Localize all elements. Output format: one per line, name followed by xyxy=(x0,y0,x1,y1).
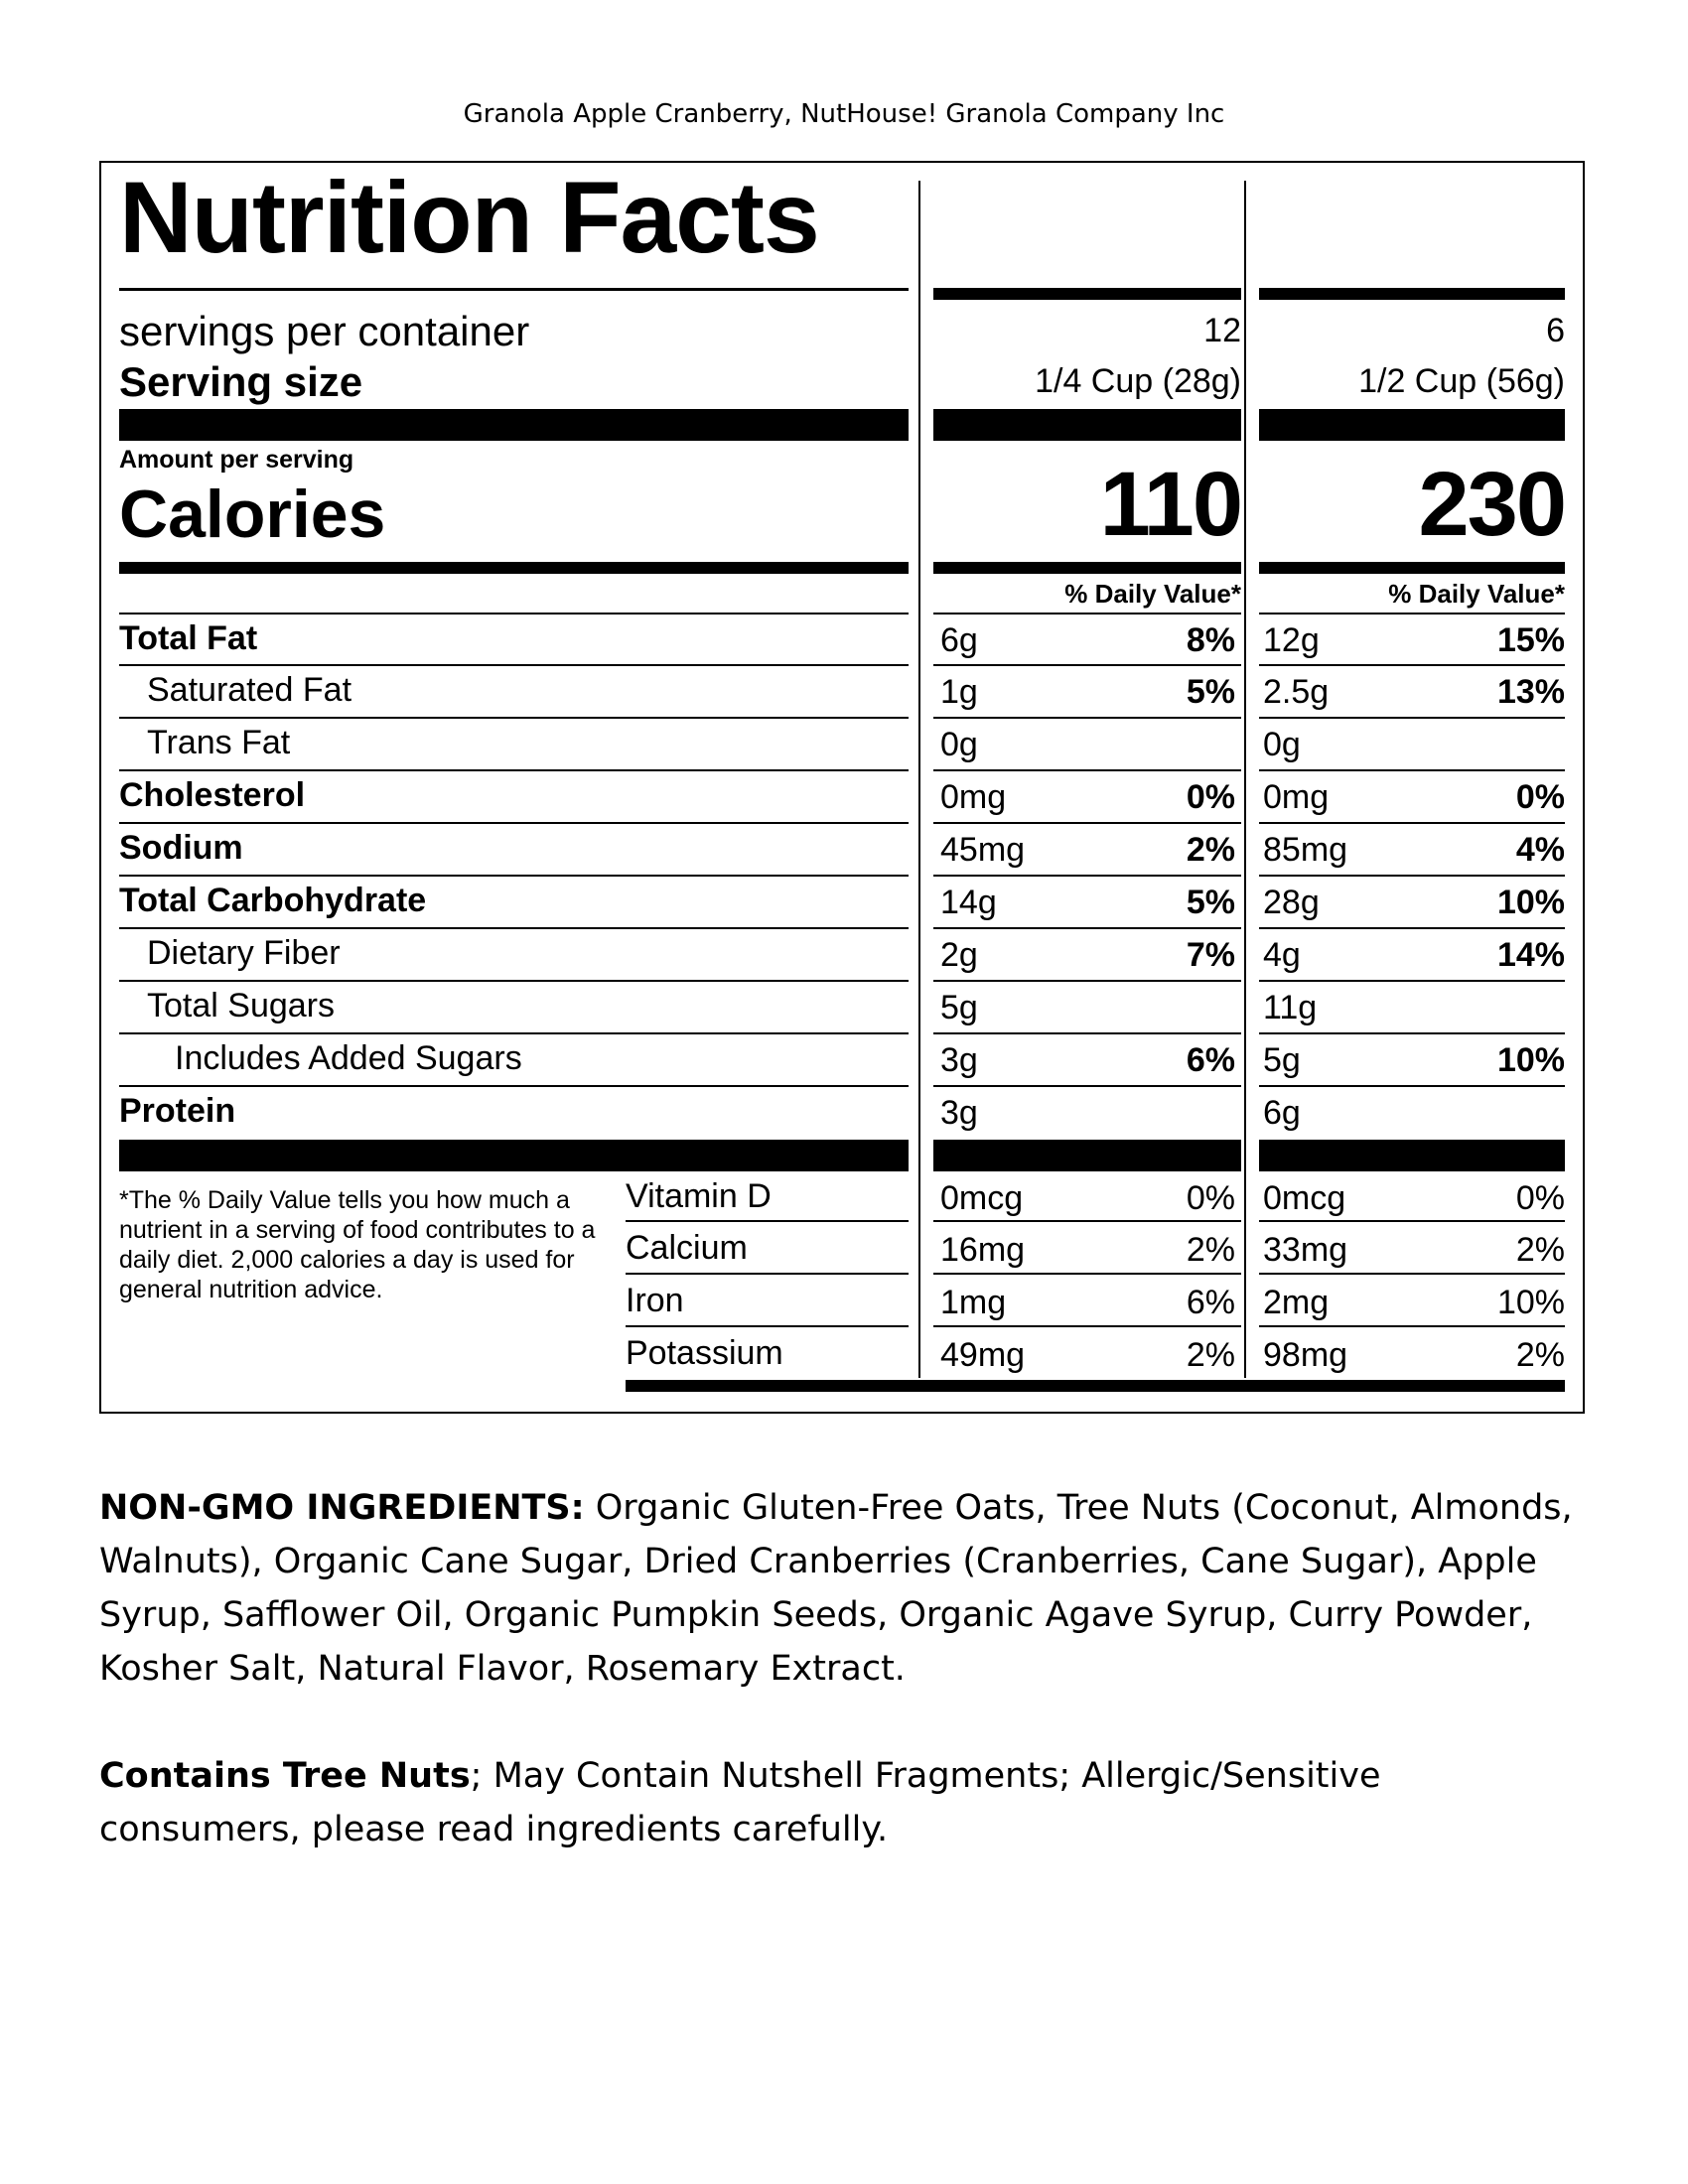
row-rule xyxy=(626,1273,909,1275)
row-rule xyxy=(933,1085,1241,1087)
title-rule xyxy=(119,288,909,291)
serving-size-value-a: 1/4 Cup (28g) xyxy=(1035,362,1241,400)
nutrient-dv-b: 4% xyxy=(1515,831,1565,869)
nutrient-amount-b: 85mg xyxy=(1263,831,1348,869)
nutrient-dv-b: 15% xyxy=(1496,621,1565,659)
nutrient-dv-a: 7% xyxy=(1186,936,1235,974)
row-rule xyxy=(1259,980,1565,982)
vitamin-amount-b: 33mg xyxy=(1263,1231,1348,1269)
vitamin-dv-a: 6% xyxy=(1186,1284,1235,1321)
servings-value-b: 6 xyxy=(1546,312,1565,349)
vitamin-dv-b: 0% xyxy=(1515,1179,1565,1217)
nutrient-name: Total Carbohydrate xyxy=(119,882,427,919)
nutrient-dv-b: 14% xyxy=(1496,936,1565,974)
nutrient-dv-a: 0% xyxy=(1186,778,1235,816)
calories-value-a: 110 xyxy=(1099,454,1241,555)
serving-size-label: Serving size xyxy=(119,358,363,405)
nutrient-dv-b: 13% xyxy=(1496,673,1565,711)
nutrient-amount-b: 4g xyxy=(1263,936,1301,974)
nutrient-name: Trans Fat xyxy=(147,724,291,761)
vitamin-amount-a: 0mcg xyxy=(940,1179,1024,1217)
nutrient-dv-a: 5% xyxy=(1186,884,1235,921)
row-rule xyxy=(119,717,909,719)
allergen-statement xyxy=(99,1749,1589,1856)
allergen-heading: Contains Tree Nuts xyxy=(99,1756,471,1796)
vitamin-dv-b: 2% xyxy=(1515,1336,1565,1374)
row-rule xyxy=(1259,1325,1565,1327)
column-top-bar xyxy=(1259,288,1565,300)
row-rule xyxy=(933,927,1241,929)
servings-per-container-label: servings per container xyxy=(119,308,530,354)
row-rule xyxy=(933,822,1241,824)
nutrient-amount-b: 0mg xyxy=(1263,778,1330,816)
nutrient-dv-a: 6% xyxy=(1186,1041,1235,1079)
nutrient-amount-b: 6g xyxy=(1263,1094,1301,1132)
vitamin-amount-a: 1mg xyxy=(940,1284,1007,1321)
row-rule xyxy=(1259,927,1565,929)
nutrient-name: Includes Added Sugars xyxy=(175,1039,522,1077)
nutrient-dv-b: 0% xyxy=(1515,778,1565,816)
row-rule xyxy=(933,664,1241,666)
row-rule xyxy=(119,664,909,666)
column-top-bar xyxy=(933,288,1241,300)
vitamin-dv-a: 2% xyxy=(1186,1231,1235,1269)
serving-size-value-b: 1/2 Cup (56g) xyxy=(1358,362,1565,400)
nutrient-amount-b: 11g xyxy=(1263,989,1318,1026)
row-rule xyxy=(119,980,909,982)
nutrient-amount-b: 5g xyxy=(1263,1041,1301,1079)
bottom-bar xyxy=(626,1380,1565,1392)
nutrient-amount-b: 2.5g xyxy=(1263,673,1330,711)
nutrient-amount-a: 5g xyxy=(940,989,978,1026)
nutrient-name: Total Sugars xyxy=(147,987,335,1024)
nutrient-dv-a: 2% xyxy=(1186,831,1235,869)
row-rule xyxy=(626,1325,909,1327)
row-rule xyxy=(933,1220,1241,1222)
nutrient-dv-b: 10% xyxy=(1496,884,1565,921)
row-rule xyxy=(933,1325,1241,1327)
row-rule xyxy=(1259,664,1565,666)
column-separator xyxy=(1244,181,1246,1378)
row-rule xyxy=(933,1032,1241,1034)
nutrient-amount-a: 3g xyxy=(940,1041,978,1079)
row-rule xyxy=(1259,769,1565,771)
vitamin-name: Potassium xyxy=(626,1334,783,1372)
vitamin-amount-b: 98mg xyxy=(1263,1336,1348,1374)
row-rule xyxy=(119,613,909,614)
nutrient-amount-a: 14g xyxy=(940,884,997,921)
serving-thick-bar xyxy=(119,409,909,441)
daily-value-footnote: *The % Daily Value tells you how much a nutrient in a serving of food contributes to a daily diet. 2,000 calories a day is used for general nutrition advice. xyxy=(119,1186,596,1303)
vitamin-dv-b: 10% xyxy=(1496,1284,1565,1321)
row-rule xyxy=(1259,717,1565,719)
calories-value-b: 230 xyxy=(1418,454,1565,555)
nutrient-amount-a: 45mg xyxy=(940,831,1026,869)
nutrient-amount-b: 0g xyxy=(1263,726,1301,763)
nutrient-name: Total Fat xyxy=(119,619,258,657)
nutrient-amount-a: 1g xyxy=(940,673,978,711)
serving-thick-bar xyxy=(933,409,1241,441)
nutrient-amount-b: 28g xyxy=(1263,884,1320,921)
nutrient-amount-a: 6g xyxy=(940,621,978,659)
protein-thick-bar xyxy=(933,1140,1241,1171)
row-rule xyxy=(119,769,909,771)
calories-label: Calories xyxy=(119,477,386,552)
row-rule xyxy=(1259,613,1565,614)
row-rule xyxy=(119,1085,909,1087)
daily-value-header-a: % Daily Value* xyxy=(1064,579,1241,609)
nutrient-name: Cholesterol xyxy=(119,776,306,814)
vitamin-name: Vitamin D xyxy=(626,1177,772,1215)
nutrient-name: Sodium xyxy=(119,829,243,867)
nutrient-name: Protein xyxy=(119,1092,236,1130)
nutrient-name: Saturated Fat xyxy=(147,671,352,709)
row-rule xyxy=(933,769,1241,771)
row-rule xyxy=(933,613,1241,614)
protein-thick-bar xyxy=(1259,1140,1565,1171)
ingredients-heading: NON-GMO INGREDIENTS: xyxy=(99,1488,585,1528)
nutrient-amount-b: 12g xyxy=(1263,621,1320,659)
row-rule xyxy=(933,875,1241,877)
nutrient-dv-a: 8% xyxy=(1186,621,1235,659)
row-rule xyxy=(626,1220,909,1222)
nutrient-amount-a: 3g xyxy=(940,1094,978,1132)
vitamin-dv-a: 0% xyxy=(1186,1179,1235,1217)
daily-value-header-b: % Daily Value* xyxy=(1388,579,1565,609)
allergen-text: ; May Contain Nutshell Fragments; Allergic/Sensitive consumers, please read ingredients carefully. xyxy=(99,1756,1381,1849)
vitamin-amount-a: 16mg xyxy=(940,1231,1026,1269)
vitamin-amount-a: 49mg xyxy=(940,1336,1026,1374)
row-rule xyxy=(1259,1273,1565,1275)
vitamin-name: Calcium xyxy=(626,1229,748,1267)
protein-thick-bar xyxy=(119,1140,909,1171)
row-rule xyxy=(1259,1220,1565,1222)
vitamin-name: Iron xyxy=(626,1282,684,1319)
document-header: Granola Apple Cranberry, NutHouse! Granola Company Inc xyxy=(463,99,1225,129)
vitamin-amount-b: 2mg xyxy=(1263,1284,1330,1321)
servings-value-a: 12 xyxy=(1203,312,1241,349)
row-rule xyxy=(119,1032,909,1034)
amount-per-serving-label: Amount per serving xyxy=(119,446,354,474)
ingredients-statement xyxy=(99,1481,1589,1696)
row-rule xyxy=(933,980,1241,982)
calories-bar xyxy=(933,562,1241,574)
row-rule xyxy=(1259,1085,1565,1087)
row-rule xyxy=(933,717,1241,719)
column-separator xyxy=(918,181,920,1378)
row-rule xyxy=(1259,822,1565,824)
nutrition-facts-title: Nutrition Facts xyxy=(119,161,819,274)
row-rule xyxy=(119,875,909,877)
row-rule xyxy=(1259,875,1565,877)
nutrient-name: Dietary Fiber xyxy=(147,934,341,972)
nutrient-amount-a: 0mg xyxy=(940,778,1007,816)
row-rule xyxy=(119,822,909,824)
row-rule xyxy=(933,1273,1241,1275)
calories-bar xyxy=(119,562,909,574)
serving-thick-bar xyxy=(1259,409,1565,441)
nutrient-dv-b: 10% xyxy=(1496,1041,1565,1079)
row-rule xyxy=(119,927,909,929)
nutrient-amount-a: 0g xyxy=(940,726,978,763)
nutrient-amount-a: 2g xyxy=(940,936,978,974)
vitamin-amount-b: 0mcg xyxy=(1263,1179,1346,1217)
nutrient-dv-a: 5% xyxy=(1186,673,1235,711)
vitamin-dv-b: 2% xyxy=(1515,1231,1565,1269)
calories-bar xyxy=(1259,562,1565,574)
ingredients-text: Organic Gluten-Free Oats, Tree Nuts (Coconut, Almonds, Walnuts), Organic Cane Sugar, Dried Cranberries (Cranberries, Cane Sugar), Apple Syrup, Safflower Oil, Organic Pumpkin Seeds, Organic Agave Syrup, Curry Powder, Kosher Salt, Natural Flavor, Rosemary Extract. xyxy=(99,1488,1573,1689)
row-rule xyxy=(1259,1032,1565,1034)
vitamin-dv-a: 2% xyxy=(1186,1336,1235,1374)
